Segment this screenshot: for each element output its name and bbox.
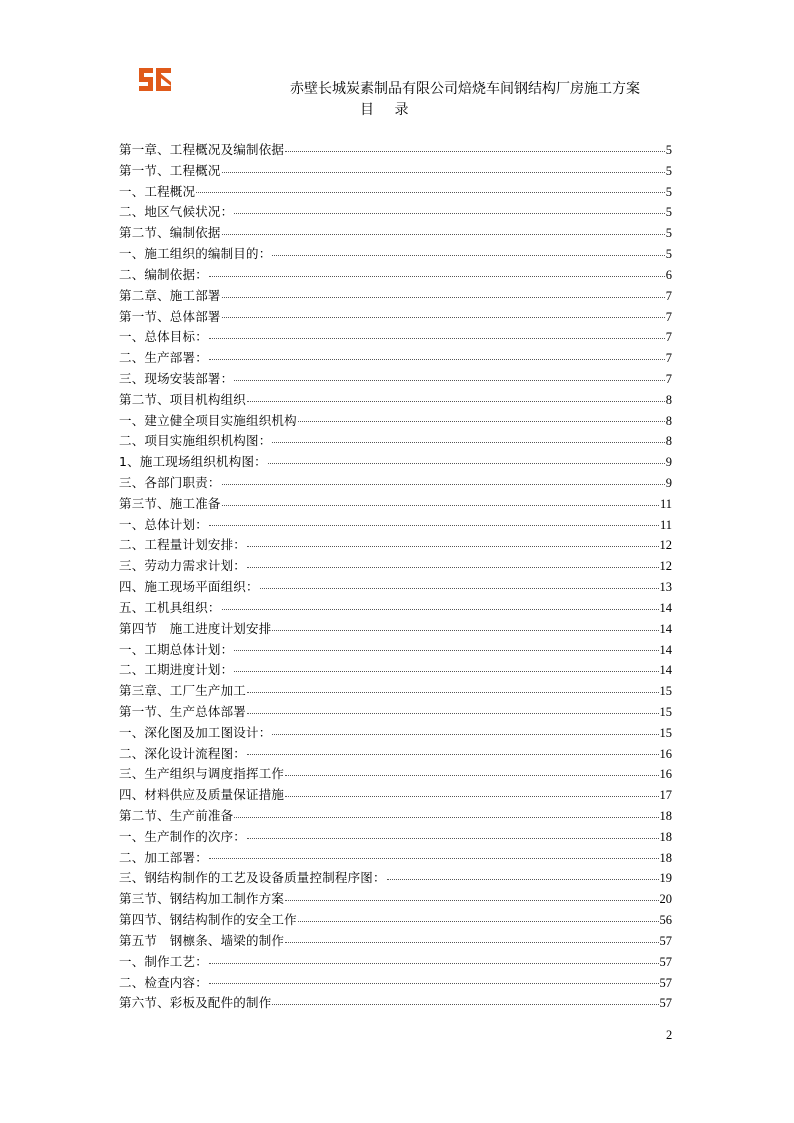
toc-entry-page: 19 <box>659 871 672 886</box>
toc-leader-dots <box>298 921 659 922</box>
toc-entry-page: 11 <box>659 496 672 511</box>
toc-entry[interactable] <box>119 806 672 827</box>
toc-entry[interactable] <box>119 431 672 452</box>
toc-entry[interactable] <box>119 973 672 994</box>
table-of-contents <box>119 140 672 1014</box>
toc-entry[interactable] <box>119 286 672 307</box>
toc-entry-title: 三、钢结构制作的工艺及设备质量控制程序图： <box>119 870 386 886</box>
toc-entry[interactable] <box>119 182 672 203</box>
toc-leader-dots <box>387 879 659 880</box>
page-number: 2 <box>666 1028 673 1042</box>
toc-leader-dots <box>222 297 665 298</box>
toc-leader-dots <box>209 525 659 526</box>
toc-entry-title: 二、工期进度计划： <box>119 662 234 678</box>
toc-entry-page: 5 <box>665 205 672 220</box>
toc-leader-dots <box>222 484 665 485</box>
toc-entry-title: 第三节、钢结构加工制作方案 <box>119 891 285 907</box>
toc-leader-dots <box>272 255 664 256</box>
toc-entry-page: 11 <box>659 517 672 532</box>
toc-entry[interactable] <box>119 744 672 765</box>
toc-entry-page: 7 <box>665 330 672 345</box>
toc-entry[interactable] <box>119 848 672 869</box>
toc-entry[interactable] <box>119 369 672 390</box>
toc-leader-dots <box>209 338 665 339</box>
toc-leader-dots <box>222 505 659 506</box>
toc-entry-title: 一、工程概况 <box>119 183 196 199</box>
toc-leader-dots <box>285 775 658 776</box>
toc-entry-page: 12 <box>659 538 672 553</box>
toc-leader-dots <box>209 276 665 277</box>
toc-entry-page: 57 <box>659 996 672 1011</box>
toc-entry[interactable] <box>119 827 672 848</box>
toc-entry[interactable] <box>119 723 672 744</box>
toc-entry[interactable] <box>119 577 672 598</box>
toc-entry[interactable] <box>119 660 672 681</box>
toc-entry-page: 5 <box>665 184 672 199</box>
toc-leader-dots <box>247 567 658 568</box>
toc-entry-title: 三、各部门职责： <box>119 475 221 490</box>
toc-entry[interactable] <box>119 452 672 473</box>
toc-entry[interactable] <box>119 868 672 889</box>
toc-entry-title: 三、劳动力需求计划： <box>119 558 247 574</box>
toc-entry-page: 16 <box>659 767 672 782</box>
toc-entry-page: 7 <box>665 351 672 366</box>
toc-leader-dots <box>234 213 664 214</box>
toc-entry-title: 二、加工部署： <box>119 849 208 865</box>
toc-entry[interactable] <box>119 161 672 182</box>
toc-leader-dots <box>272 442 664 443</box>
toc-leader-dots <box>247 754 658 755</box>
toc-entry-page: 15 <box>659 684 672 699</box>
toc-entry-title: 三、现场安装部署： <box>119 370 234 386</box>
toc-entry-page: 9 <box>665 476 672 490</box>
toc-leader-dots <box>285 942 658 943</box>
toc-entry[interactable] <box>119 348 672 369</box>
toc-leader-dots <box>268 463 665 464</box>
toc-entry-title: 第二节、编制依据 <box>119 225 221 241</box>
toc-entry-title: 第一节、生产总体部署 <box>119 703 247 719</box>
toc-entry[interactable] <box>119 681 672 702</box>
toc-entry-title: 第二节、生产前准备 <box>119 808 234 823</box>
toc-entry-title: 一、总体计划： <box>119 516 208 532</box>
toc-entry[interactable] <box>119 764 672 785</box>
toc-entry-page: 14 <box>659 600 672 615</box>
toc-leader-dots <box>222 317 665 318</box>
toc-entry-title: 一、生产制作的次序： <box>119 828 247 844</box>
toc-entry[interactable] <box>119 411 672 432</box>
toc-entry-title: 第二节、项目机构组织 <box>119 391 247 407</box>
toc-leader-dots <box>234 817 658 818</box>
toc-leader-dots <box>247 838 658 839</box>
toc-entry[interactable] <box>119 598 672 619</box>
toc-entry-title: 三、生产组织与调度指挥工作 <box>119 766 285 782</box>
toc-leader-dots <box>272 630 658 631</box>
toc-entry-title: 二、工程量计划安排： <box>119 537 247 553</box>
toc-entry-page: 14 <box>659 621 672 636</box>
toc-entry-page: 56 <box>659 913 672 928</box>
toc-entry-title: 一、总体目标： <box>119 329 208 345</box>
toc-entry[interactable] <box>119 556 672 577</box>
toc-entry-page: 20 <box>659 892 672 907</box>
toc-entry-page: 57 <box>659 975 672 990</box>
toc-entry-title: 四、施工现场平面组织： <box>119 579 259 595</box>
toc-entry[interactable] <box>119 202 672 223</box>
toc-entry-page: 14 <box>659 642 672 657</box>
toc-leader-dots <box>209 983 659 984</box>
toc-entry[interactable] <box>119 889 672 910</box>
toc-leader-dots <box>209 858 659 859</box>
toc-entry-title: 五、工机具组织： <box>119 599 221 615</box>
toc-entry-page: 13 <box>659 580 672 595</box>
toc-entry-title: 四、材料供应及质量保证措施 <box>119 787 285 803</box>
toc-entry-page: 57 <box>659 954 672 969</box>
toc-entry[interactable] <box>119 140 672 161</box>
toc-entry-title: 第一节、工程概况 <box>119 162 221 178</box>
toc-entry-page: 7 <box>665 288 672 303</box>
toc-heading: 目 录 <box>360 102 417 118</box>
toc-entry-title: 第六节、彩板及配件的制作 <box>119 995 272 1011</box>
toc-entry[interactable] <box>119 223 672 244</box>
toc-entry-title: 第三节、施工准备 <box>119 495 221 511</box>
company-logo-icon <box>137 64 173 94</box>
toc-leader-dots <box>209 359 665 360</box>
toc-entry[interactable] <box>119 619 672 640</box>
toc-leader-dots <box>260 588 659 589</box>
toc-leader-dots <box>247 692 658 693</box>
toc-entry[interactable] <box>119 307 672 328</box>
toc-entry-page: 8 <box>665 392 672 407</box>
toc-leader-dots <box>272 734 658 735</box>
toc-entry-title: 第四节、钢结构制作的安全工作 <box>119 912 297 928</box>
toc-entry-page: 18 <box>659 850 672 865</box>
toc-leader-dots <box>222 234 665 235</box>
toc-leader-dots <box>222 172 665 173</box>
toc-entry-title: 第三章、工厂生产加工 <box>119 683 247 699</box>
toc-entry-page: 14 <box>659 663 672 678</box>
toc-entry-page: 9 <box>665 455 672 470</box>
toc-entry[interactable] <box>119 265 672 286</box>
toc-entry-page: 8 <box>665 413 672 428</box>
toc-entry-title: 一、施工组织的编制目的： <box>119 246 272 262</box>
toc-leader-dots <box>209 963 659 964</box>
toc-entry[interactable] <box>119 244 672 265</box>
toc-entry[interactable] <box>119 390 672 411</box>
toc-entry[interactable] <box>119 640 672 661</box>
toc-entry[interactable] <box>119 993 672 1014</box>
toc-entry-page: 57 <box>659 933 672 948</box>
toc-entry[interactable] <box>119 785 672 806</box>
toc-leader-dots <box>234 380 664 381</box>
toc-entry[interactable] <box>119 931 672 952</box>
toc-entry-page: 12 <box>659 559 672 574</box>
document-header-title: 赤壁长城炭素制品有限公司焙烧车间钢结构厂房施工方案 <box>290 81 640 97</box>
toc-leader-dots <box>247 713 658 714</box>
toc-entry-page: 16 <box>659 746 672 761</box>
toc-entry-page: 7 <box>665 371 672 386</box>
toc-entry-page: 7 <box>665 309 672 324</box>
toc-leader-dots <box>285 900 658 901</box>
toc-entry-page: 15 <box>659 704 672 719</box>
toc-leader-dots <box>196 192 665 193</box>
toc-leader-dots <box>285 151 665 152</box>
toc-entry-title: 一、建立健全项目实施组织机构 <box>119 412 297 428</box>
toc-entry-title: 第四节 施工进度计划安排 <box>119 620 272 636</box>
toc-entry-title: 二、生产部署： <box>119 350 208 366</box>
toc-leader-dots <box>247 401 665 402</box>
toc-leader-dots <box>298 421 665 422</box>
toc-entry[interactable] <box>119 515 672 536</box>
toc-leader-dots <box>247 546 658 547</box>
toc-entry-page: 17 <box>659 788 672 803</box>
toc-entry-title: 1、施工现场组织机构图： <box>119 454 267 470</box>
toc-entry[interactable] <box>119 535 672 556</box>
toc-leader-dots <box>222 609 659 610</box>
toc-entry-title: 第五节 钢檩条、墙梁的制作 <box>119 932 285 948</box>
toc-entry-title: 二、编制依据： <box>119 266 208 282</box>
toc-leader-dots <box>234 650 658 651</box>
toc-entry-page: 5 <box>665 143 672 157</box>
toc-entry-page: 5 <box>665 163 672 178</box>
toc-entry-title: 一、工期总体计划： <box>119 641 234 657</box>
toc-entry-title: 第一章、工程概况及编制依据 <box>119 142 285 157</box>
toc-entry-title: 二、地区气候状况： <box>119 204 234 220</box>
toc-entry[interactable] <box>119 494 672 515</box>
toc-entry[interactable] <box>119 473 672 494</box>
toc-entry-title: 二、深化设计流程图： <box>119 745 247 761</box>
toc-leader-dots <box>285 796 658 797</box>
toc-entry[interactable] <box>119 327 672 348</box>
toc-entry-title: 二、检查内容： <box>119 974 208 990</box>
toc-entry-title: 二、项目实施组织机构图： <box>119 433 272 449</box>
toc-entry-page: 18 <box>659 829 672 844</box>
toc-entry[interactable] <box>119 702 672 723</box>
toc-entry-page: 5 <box>665 247 672 262</box>
toc-entry-title: 第一节、总体部署 <box>119 308 221 324</box>
toc-entry-title: 一、制作工艺： <box>119 953 208 969</box>
toc-entry-title: 第二章、施工部署 <box>119 287 221 303</box>
toc-entry[interactable] <box>119 910 672 931</box>
toc-entry[interactable] <box>119 952 672 973</box>
toc-leader-dots <box>234 671 658 672</box>
toc-entry-page: 5 <box>665 226 672 241</box>
toc-entry-page: 8 <box>665 434 672 449</box>
toc-entry-page: 6 <box>665 267 672 282</box>
toc-leader-dots <box>272 1004 658 1005</box>
toc-entry-page: 18 <box>659 809 672 823</box>
toc-entry-title: 一、深化图及加工图设计： <box>119 724 272 740</box>
toc-entry-page: 15 <box>659 725 672 740</box>
